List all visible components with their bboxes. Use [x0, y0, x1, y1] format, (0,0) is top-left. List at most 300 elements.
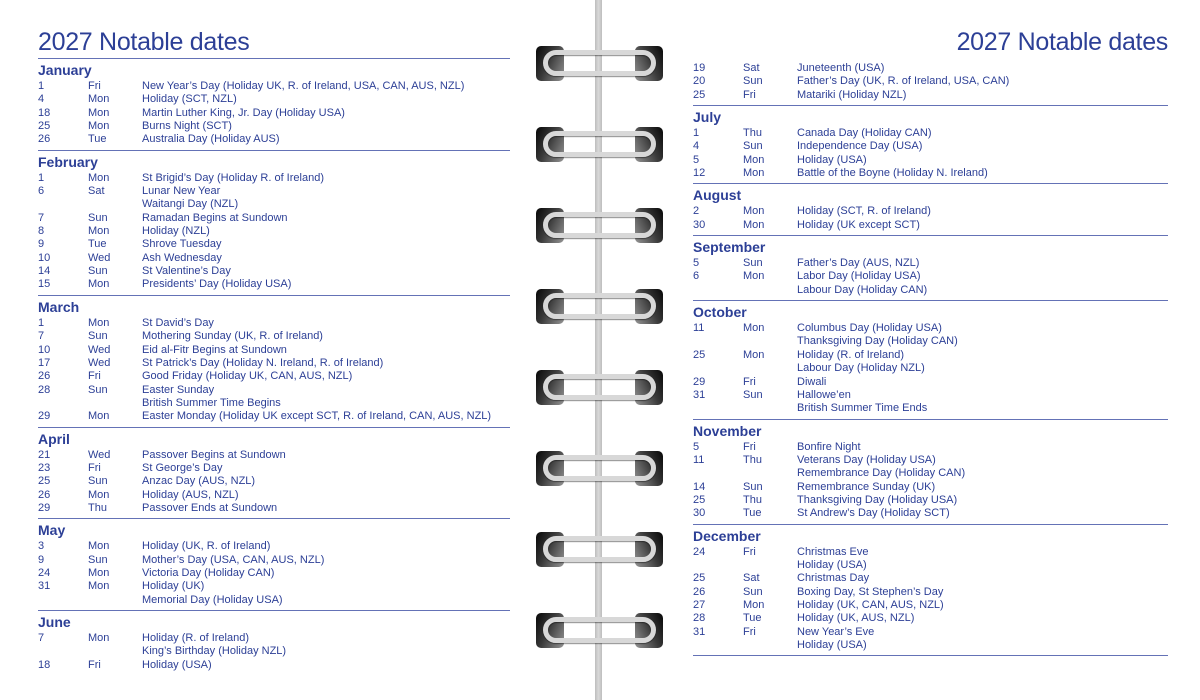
date-cell: 7 [38, 632, 45, 644]
event-cell [142, 172, 510, 185]
section-rule [693, 183, 1168, 184]
date-row [38, 554, 510, 567]
date-row [693, 454, 1168, 481]
event-line: Christmas Day [797, 572, 870, 585]
date-cell: 26 [693, 585, 706, 598]
event-cell [142, 93, 510, 106]
event-cell [142, 370, 510, 383]
date-row [38, 659, 510, 672]
event-line: Holiday (SCT, R. of Ireland) [797, 205, 931, 218]
event-line: Easter Sunday [142, 383, 215, 396]
event-line: Passover Begins at Sundown [142, 448, 286, 461]
date-row [38, 252, 510, 265]
day-cell: Sun [743, 585, 763, 598]
date-row [38, 330, 510, 343]
page-right [693, 28, 1168, 656]
event-cell [142, 80, 510, 93]
date-cell: 25 [38, 120, 51, 133]
spine-bar [595, 0, 602, 700]
date-cell: 9 [38, 553, 45, 566]
day-cell: Mon [88, 566, 110, 579]
wire-loop-icon [543, 293, 656, 319]
day-cell: Sat [743, 62, 760, 74]
day-cell: Sat [88, 185, 105, 198]
date-row [693, 599, 1168, 612]
date-cell: 3 [38, 540, 45, 553]
day-cell: Sun [88, 383, 108, 396]
event-line: Bonfire Night [797, 440, 861, 453]
date-row [693, 257, 1168, 270]
date-row [693, 376, 1168, 389]
event-line: St Valentine’s Day [142, 265, 231, 278]
event-cell [142, 632, 510, 659]
date-cell: 5 [693, 440, 700, 453]
event-line: Holiday (UK except SCT) [797, 218, 920, 231]
day-cell: Mon [88, 488, 110, 501]
event-cell [797, 494, 1168, 507]
date-row [38, 172, 510, 185]
date-row [38, 317, 510, 330]
day-cell: Mon [743, 270, 765, 283]
date-cell: 23 [38, 461, 51, 474]
event-line: Hallowe’en [797, 388, 851, 401]
event-cell [797, 140, 1168, 153]
event-line: Battle of the Boyne (Holiday N. Ireland) [797, 167, 988, 180]
date-cell: 21 [38, 448, 51, 461]
day-cell: Fri [743, 88, 756, 101]
page-left [38, 28, 510, 672]
date-row [38, 80, 510, 93]
date-row [693, 62, 1168, 75]
date-cell: 11 [693, 322, 705, 335]
date-cell: 7 [38, 211, 45, 224]
day-cell: Tue [743, 507, 762, 520]
event-line: Remembrance Day (Holiday CAN) [797, 467, 966, 480]
date-row [38, 502, 510, 515]
date-row [693, 441, 1168, 454]
event-line: Boxing Day, St Stephen’s Day [797, 585, 944, 598]
date-cell: 31 [38, 580, 51, 593]
event-line: Holiday (R. of Ireland) [797, 348, 904, 361]
event-cell [142, 502, 510, 515]
event-cell [797, 270, 1168, 297]
event-line: St David’s Day [142, 316, 214, 329]
event-cell [797, 205, 1168, 218]
day-cell: Thu [88, 501, 107, 514]
day-cell: Sun [88, 211, 108, 224]
event-cell [797, 507, 1168, 520]
wire-loop-icon [543, 374, 656, 400]
event-cell [797, 322, 1168, 349]
event-line: Easter Monday (Holiday UK except SCT, R. of Ireland, CAN, AUS, NZL) [142, 410, 492, 423]
date-row [38, 567, 510, 580]
day-cell: Mon [743, 218, 765, 231]
date-row [38, 357, 510, 370]
date-cell: 6 [693, 270, 700, 283]
date-row [693, 167, 1168, 180]
date-row [693, 626, 1168, 653]
month-header: September [693, 239, 766, 256]
month-header: January [38, 62, 92, 78]
binding-ring [536, 125, 663, 165]
day-cell: Mon [88, 171, 110, 184]
date-cell: 5 [693, 153, 700, 166]
binding-ring [536, 611, 663, 651]
day-cell: Wed [88, 356, 111, 369]
date-row [38, 133, 510, 146]
event-cell [142, 357, 510, 370]
event-cell [797, 89, 1168, 102]
day-cell: Fri [88, 80, 101, 92]
day-cell: Tue [743, 612, 762, 625]
day-cell: Mon [88, 225, 110, 238]
day-cell: Fri [88, 461, 101, 474]
date-cell: 26 [38, 370, 51, 383]
date-cell: 24 [38, 566, 51, 579]
day-cell: Fri [743, 375, 756, 388]
date-row [693, 322, 1168, 349]
date-cell: 29 [693, 375, 706, 388]
day-cell: Sat [743, 572, 760, 585]
date-cell: 28 [693, 612, 706, 625]
section-rule [693, 655, 1168, 656]
event-cell [797, 376, 1168, 389]
date-cell: 26 [38, 488, 51, 501]
section-rule [693, 105, 1168, 106]
event-line: Mother’s Day (USA, CAN, AUS, NZL) [142, 553, 325, 566]
date-row [693, 140, 1168, 153]
event-line: Holiday (SCT, NZL) [142, 93, 237, 106]
date-row [693, 612, 1168, 625]
event-line: Anzac Day (AUS, NZL) [142, 475, 256, 488]
event-cell [142, 659, 510, 672]
event-line: Holiday (USA) [797, 558, 867, 571]
date-cell: 25 [693, 348, 706, 361]
day-cell: Mon [88, 120, 110, 133]
event-line: Thanksgiving Day (Holiday USA) [797, 493, 958, 506]
date-cell: 4 [693, 140, 700, 153]
month-header: November [693, 422, 762, 439]
event-line: Independence Day (USA) [797, 140, 923, 153]
section-rule [38, 610, 510, 611]
date-cell: 30 [693, 218, 706, 231]
day-cell: Thu [743, 453, 762, 466]
day-cell: Wed [88, 343, 111, 356]
event-line: Passover Ends at Sundown [142, 501, 278, 514]
event-line: Thanksgiving Day (Holiday CAN) [797, 335, 958, 348]
binding-ring [536, 368, 663, 408]
event-line: Father’s Day (AUS, NZL) [797, 257, 920, 270]
event-cell [142, 225, 510, 238]
event-line: Eid al-Fitr Begins at Sundown [142, 343, 287, 356]
day-cell: Mon [743, 348, 765, 361]
binding-ring [536, 530, 663, 570]
wire-loop-icon [543, 455, 656, 481]
event-line: Labour Day (Holiday CAN) [797, 283, 928, 296]
event-cell [142, 330, 510, 343]
day-cell: Fri [743, 625, 756, 638]
event-cell [797, 626, 1168, 653]
date-cell: 5 [693, 257, 700, 270]
event-cell [142, 185, 510, 212]
event-line: Holiday (USA) [142, 658, 212, 671]
event-line: New Year’s Day (Holiday UK, R. of Ireland, USA, CAN, AUS, NZL) [142, 80, 465, 92]
event-line: Labor Day (Holiday USA) [797, 270, 921, 283]
date-cell: 28 [38, 383, 51, 396]
date-row [38, 489, 510, 502]
event-cell [797, 481, 1168, 494]
event-line: Holiday (USA) [797, 153, 867, 166]
event-line: Holiday (UK, CAN, AUS, NZL) [797, 598, 944, 611]
date-cell: 18 [38, 106, 51, 119]
date-row [38, 580, 510, 607]
event-cell [142, 410, 510, 423]
month-header: August [693, 187, 742, 204]
event-cell [142, 554, 510, 567]
day-cell: Mon [88, 93, 110, 106]
event-line: New Year’s Eve [797, 625, 875, 638]
event-line: Holiday (UK) [142, 580, 205, 593]
date-row [38, 475, 510, 488]
date-row [693, 219, 1168, 232]
event-line: St Andrew’s Day (Holiday SCT) [797, 507, 950, 520]
day-cell: Sun [743, 257, 763, 270]
date-row [693, 546, 1168, 573]
event-cell [797, 127, 1168, 140]
date-row [693, 507, 1168, 520]
event-line: Veterans Day (Holiday USA) [797, 453, 936, 466]
day-cell: Mon [743, 322, 765, 335]
date-row [38, 93, 510, 106]
event-line: Ramadan Begins at Sundown [142, 211, 288, 224]
date-row [693, 154, 1168, 167]
date-cell: 18 [38, 658, 51, 671]
day-cell: Mon [743, 153, 765, 166]
date-cell: 12 [693, 167, 706, 180]
month-header: October [693, 304, 747, 321]
event-line: British Summer Time Ends [797, 402, 928, 415]
day-cell: Fri [743, 545, 756, 558]
date-cell: 20 [693, 75, 706, 88]
event-cell [797, 75, 1168, 88]
event-cell [142, 540, 510, 553]
date-cell: 10 [38, 343, 51, 356]
date-row [693, 586, 1168, 599]
day-cell: Sun [743, 140, 763, 153]
event-cell [142, 489, 510, 502]
date-cell: 7 [38, 330, 45, 343]
date-row [693, 572, 1168, 585]
date-row [693, 349, 1168, 376]
date-row [38, 410, 510, 423]
event-line: Victoria Day (Holiday CAN) [142, 566, 275, 579]
wire-loop-icon [543, 536, 656, 562]
day-cell: Tue [88, 238, 107, 251]
date-row [38, 225, 510, 238]
event-line: Good Friday (Holiday UK, CAN, AUS, NZL) [142, 370, 353, 383]
day-cell: Fri [88, 370, 101, 383]
event-line: Burns Night (SCT) [142, 120, 232, 133]
event-cell [797, 441, 1168, 454]
month-header: March [38, 298, 80, 315]
date-row [693, 494, 1168, 507]
day-cell: Sun [743, 75, 763, 88]
event-line: St George’s Day [142, 461, 223, 474]
wire-loop-icon [543, 131, 656, 157]
event-cell [142, 212, 510, 225]
date-cell: 17 [38, 356, 51, 369]
date-row [693, 89, 1168, 102]
day-cell: Mon [88, 540, 110, 553]
date-cell: 19 [693, 62, 706, 74]
day-cell: Thu [743, 493, 762, 506]
date-cell: 31 [693, 625, 706, 638]
event-line: Juneteenth (USA) [797, 62, 885, 74]
day-cell: Mon [88, 410, 110, 423]
day-cell: Fri [743, 440, 756, 453]
date-row [38, 265, 510, 278]
date-cell: 31 [693, 388, 706, 401]
day-cell: Fri [88, 658, 101, 671]
wire-loop-icon [543, 617, 656, 643]
date-cell: 2 [693, 205, 700, 218]
month-header: May [38, 522, 66, 539]
date-row [38, 370, 510, 383]
day-cell: Mon [88, 316, 110, 329]
event-line: Holiday (UK, AUS, NZL) [797, 612, 915, 625]
date-cell: 15 [38, 278, 51, 291]
event-line: Holiday (AUS, NZL) [142, 488, 239, 501]
date-cell: 25 [38, 475, 51, 488]
event-line: Father’s Day (UK, R. of Ireland, USA, CAN) [797, 75, 1010, 88]
date-cell: 1 [38, 171, 45, 184]
event-line: Holiday (UK, R. of Ireland) [142, 540, 271, 553]
event-cell [142, 344, 510, 357]
event-line: Holiday (NZL) [142, 225, 210, 238]
event-cell [797, 219, 1168, 232]
event-cell [797, 612, 1168, 625]
event-cell [142, 449, 510, 462]
day-cell: Mon [88, 632, 110, 644]
day-cell: Mon [88, 106, 110, 119]
event-cell [142, 475, 510, 488]
event-line: Lunar New Year [142, 185, 221, 198]
spiral-binding [536, 0, 663, 700]
date-cell: 10 [38, 251, 51, 264]
event-cell [797, 62, 1168, 75]
day-cell: Wed [88, 251, 111, 264]
event-line: Diwali [797, 375, 827, 388]
event-cell [142, 238, 510, 251]
date-cell: 14 [693, 480, 706, 493]
event-cell [142, 580, 510, 607]
month-header: April [38, 430, 70, 447]
date-row [38, 278, 510, 291]
event-cell [797, 599, 1168, 612]
month-header: June [38, 614, 71, 630]
day-cell: Sun [88, 265, 108, 278]
event-line: Holiday (USA) [797, 639, 867, 651]
date-cell: 9 [38, 238, 45, 251]
date-cell: 25 [693, 88, 706, 101]
event-line: St Patrick’s Day (Holiday N. Ireland, R. of Ireland) [142, 356, 384, 369]
date-row [38, 462, 510, 475]
day-cell: Wed [88, 448, 111, 461]
event-cell [797, 167, 1168, 180]
date-row [38, 238, 510, 251]
date-row [38, 632, 510, 659]
title-rule [38, 58, 510, 59]
binding-ring [536, 449, 663, 489]
event-line: Mothering Sunday (UK, R. of Ireland) [142, 330, 323, 343]
event-cell [797, 454, 1168, 481]
event-line: Matariki (Holiday NZL) [797, 88, 907, 101]
date-row [38, 185, 510, 212]
date-row [693, 389, 1168, 416]
day-cell: Sun [743, 388, 763, 401]
date-cell: 26 [38, 133, 51, 146]
date-cell: 4 [38, 93, 45, 106]
section-rule [38, 427, 510, 428]
date-row [38, 344, 510, 357]
event-line: St Brigid’s Day (Holiday R. of Ireland) [142, 171, 324, 184]
wire-loop-icon [543, 50, 656, 76]
date-cell: 25 [693, 493, 706, 506]
date-cell: 27 [693, 598, 706, 611]
event-line: King’s Birthday (Holiday NZL) [142, 645, 287, 658]
event-line: Martin Luther King, Jr. Day (Holiday USA) [142, 106, 345, 119]
date-row [38, 384, 510, 411]
event-line: Presidents’ Day (Holiday USA) [142, 278, 292, 291]
sections [38, 63, 510, 672]
event-line: British Summer Time Begins [142, 396, 281, 409]
month-header: February [38, 153, 98, 170]
date-row [38, 449, 510, 462]
event-cell [142, 384, 510, 411]
wire-loop-icon [543, 212, 656, 238]
event-cell [142, 133, 510, 146]
month-header: July [693, 109, 722, 126]
day-cell: Thu [743, 127, 762, 140]
event-line: Canada Day (Holiday CAN) [797, 127, 932, 140]
date-cell: 25 [693, 572, 706, 585]
binding-ring [536, 206, 663, 246]
day-cell: Mon [88, 580, 110, 593]
day-cell: Sun [743, 480, 763, 493]
section-rule [693, 300, 1168, 301]
section-rule [38, 518, 510, 519]
page-title: 2027 Notable dates [38, 28, 250, 56]
event-line: Ash Wednesday [142, 251, 222, 264]
section-rule [693, 419, 1168, 420]
event-cell [142, 462, 510, 475]
date-row [38, 540, 510, 553]
event-cell [797, 257, 1168, 270]
date-row [38, 107, 510, 120]
section-rule [693, 235, 1168, 236]
event-line: Columbus Day (Holiday USA) [797, 322, 942, 335]
event-cell [797, 389, 1168, 416]
event-line: Australia Day (Holiday AUS) [142, 133, 280, 146]
sections [693, 28, 1168, 656]
day-cell: Mon [743, 167, 765, 180]
day-cell: Sun [88, 330, 108, 343]
event-cell [142, 120, 510, 133]
binding-ring [536, 44, 663, 84]
event-line: Labour Day (Holiday NZL) [797, 362, 925, 375]
date-cell: 30 [693, 507, 706, 520]
event-cell [797, 586, 1168, 599]
